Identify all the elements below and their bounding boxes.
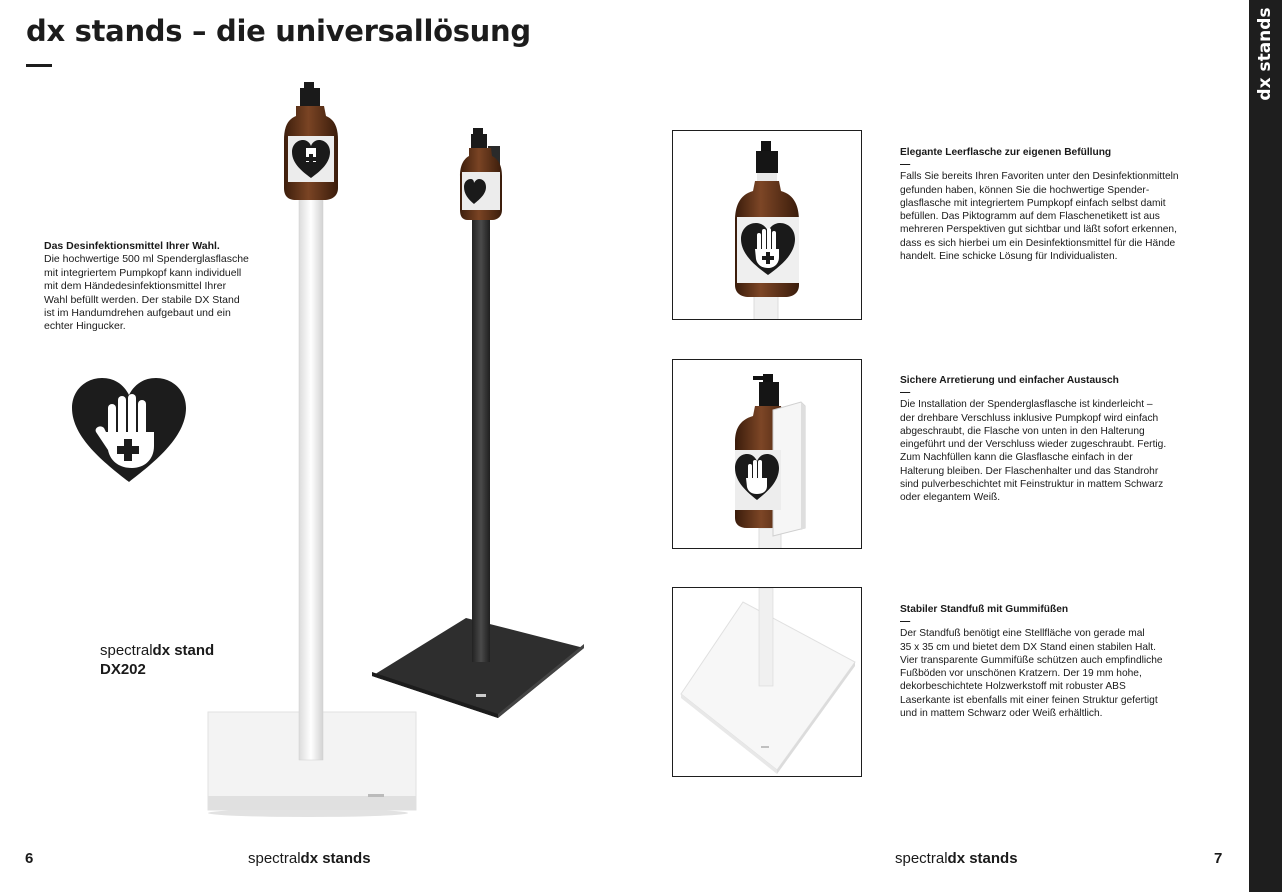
feature-line: eingeführt und der Verschluss wieder zugeschraubt. Fertig.	[900, 439, 1167, 451]
feature-line: Halterung bleiben. Der Flaschenhalter und das Standrohr	[900, 465, 1159, 477]
feature-line: Falls Sie bereits Ihren Favoriten unter den Desinfektionmitteln	[900, 171, 1179, 183]
feature-line: Vier transparente Gummifüße schützen auch empfindliche	[900, 654, 1163, 666]
footer-brand-bold: dx stands	[300, 850, 371, 867]
feature-line: oder elegantem Weiß.	[900, 492, 1001, 504]
photo-base-plate	[672, 587, 862, 777]
intro-line: mit dem Händedesinfektionsmittel Ihrer	[44, 280, 227, 293]
base-plate-image	[673, 588, 862, 777]
feature-line: gefunden haben, können Sie die hochwertige Spender-	[900, 184, 1150, 196]
feature-line: der drehbare Verschluss inklusive Pumpkopf wird einfach	[900, 412, 1159, 424]
footer-brand-left	[248, 850, 371, 867]
product-model: DX202	[100, 661, 146, 678]
feature-line: dass es sich hierbei um ein Desinfektionsmittel für die Hände	[900, 237, 1176, 249]
feature-line: Der Standfuß benötigt eine Stellfläche von gerade mal	[900, 628, 1145, 640]
feature-line: Die Installation der Spenderglasflasche ist kinderleicht –	[900, 399, 1153, 411]
feature-line: und in mattem Schwarz oder Weiß erhältlich.	[900, 708, 1103, 720]
bottle-holder-image	[673, 360, 862, 549]
feature-line: sind pulverbeschichtet mit Feinstruktur in mattem Schwarz	[900, 479, 1164, 491]
intro-line: Die hochwertige 500 ml Spenderglasflasche	[44, 253, 249, 266]
feature-heading: Sichere Arretierung und einfacher Austausch	[900, 375, 1119, 386]
feature-line: glasflasche mit integriertem Pumpkopf einfach selbst damit	[900, 197, 1166, 209]
feature-secure-lock	[900, 374, 1190, 505]
feature-dash: —	[900, 159, 911, 171]
feature-heading: Elegante Leerflasche zur eigenen Befüllung	[900, 147, 1112, 158]
page-title: dx stands – die universallösung	[26, 14, 531, 48]
intro-line: echter Hingucker.	[44, 320, 126, 333]
feature-line: befüllen. Das Piktogramm auf dem Flaschenetikett ist aus	[900, 211, 1160, 223]
feature-dash: —	[900, 387, 911, 399]
black-stand-image	[370, 124, 590, 724]
page-number-left: 6	[25, 850, 34, 867]
feature-heading: Stabiler Standfuß mit Gummifüßen	[900, 604, 1069, 615]
footer-brand-bold: dx stands	[947, 850, 1018, 867]
footer-brand-light: spectral	[248, 850, 301, 867]
side-tab	[1249, 0, 1282, 892]
footer-brand-light: spectral	[895, 850, 948, 867]
photo-bottle-holder	[672, 359, 862, 549]
hand-heart-icon	[70, 376, 188, 484]
product-brand-bold: dx stand	[152, 642, 215, 659]
intro-line: mit integriertem Pumpkopf kann individuell	[44, 266, 242, 279]
feature-line: abgeschraubt, die Flasche von unten in den Halterung	[900, 425, 1145, 437]
feature-line: mehreren Perspektiven gut sichtbar und läßt sofort erkennen,	[900, 224, 1177, 236]
feature-line: 35 x 35 cm und bietet dem DX Stand einen stabilen Halt.	[900, 641, 1156, 653]
photo-bottle-closeup	[672, 130, 862, 320]
product-brand-light: spectral	[100, 642, 153, 659]
feature-stable-base	[900, 603, 1190, 720]
feature-line: Laserkante ist ebenfalls mit einer feinen Struktur gefertigt	[900, 694, 1158, 706]
feature-line: Fußböden vor unschönen Kratzern. Der 19 mm hohe,	[900, 668, 1142, 680]
side-tab-label: dx stands	[1255, 7, 1275, 101]
feature-line: handelt. Eine schicke Lösung für Individualisten.	[900, 251, 1118, 263]
feature-line: dekorbeschichtete Holzwerkstoff mit robuster ABS	[900, 681, 1126, 693]
feature-dash: —	[900, 616, 911, 628]
feature-line: Zum Nachfüllen kann die Glasflasche einfach in der	[900, 452, 1133, 464]
product-brand	[100, 641, 214, 679]
title-underline	[26, 64, 52, 67]
footer-brand-right	[895, 850, 1018, 867]
intro-heading: Das Desinfektionsmittel Ihrer Wahl.	[44, 240, 220, 252]
intro-line: ist im Handumdrehen aufgebaut und ein	[44, 307, 231, 320]
page-number-right: 7	[1214, 850, 1223, 867]
feature-refill-bottle	[900, 146, 1190, 263]
intro-line: Wahl befüllt werden. Der stabile DX Stand	[44, 293, 240, 306]
bottle-closeup-image	[673, 131, 862, 320]
